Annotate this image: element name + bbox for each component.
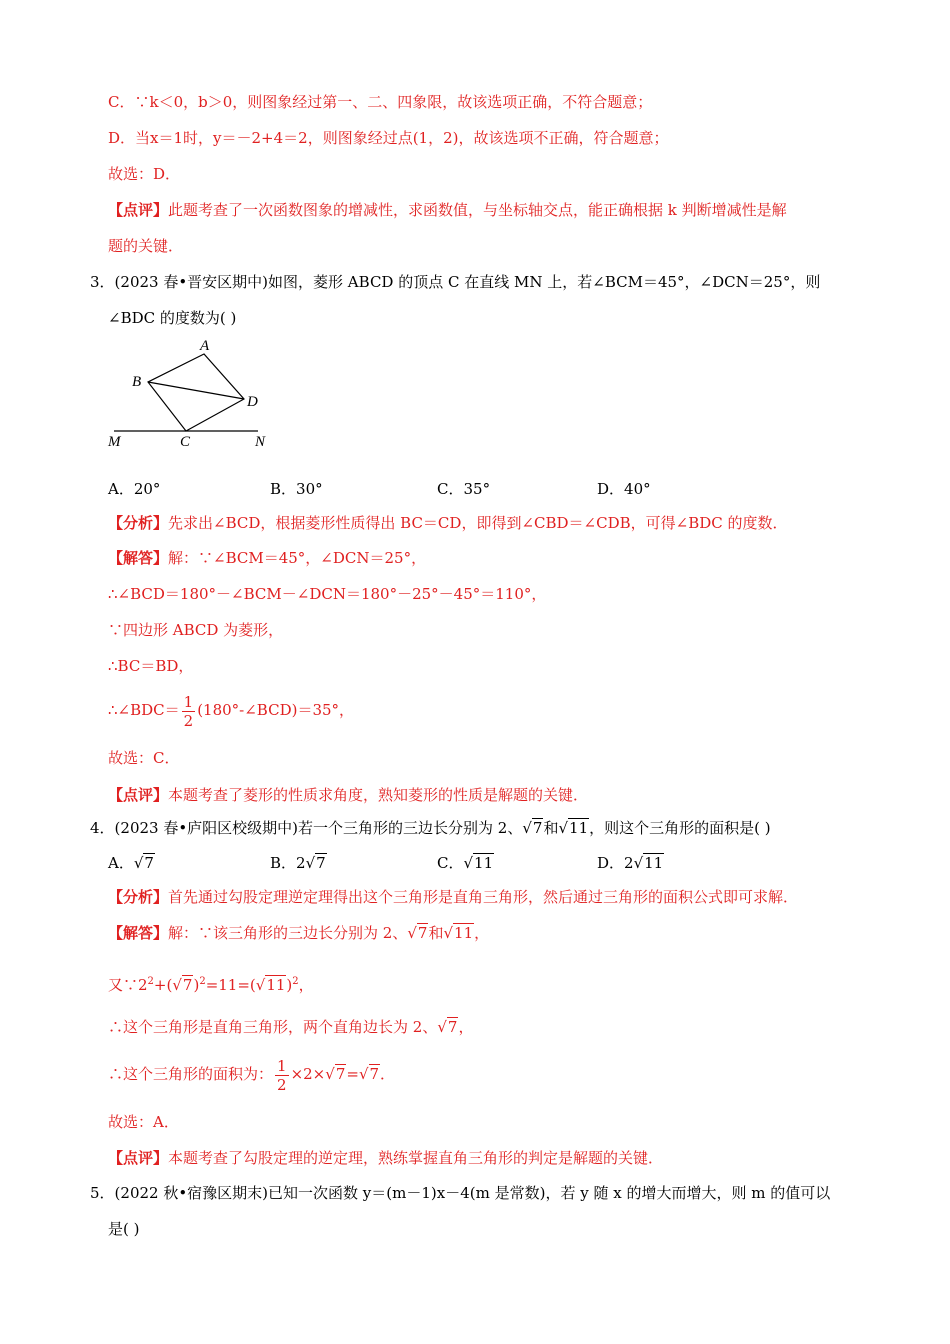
analysis-tag: 【分析】: [108, 888, 169, 906]
diagonal-bd: [148, 382, 244, 399]
q4-option-c: C．√11: [437, 854, 494, 872]
q3-stem: 3．(2023 春•晋安区期中)如图，菱形 ABCD 的顶点 C 在直线 MN 上，若∠BCM＝45°，∠DCN＝25°，则: [90, 273, 821, 291]
option-c-analysis: C．∵k＜0，b＞0，则图象经过第一、二、四象限，故该选项正确，不符合题意；: [108, 93, 653, 111]
q3-analysis: 【分析】先求出∠BCD，根据菱形性质得出 BC＝CD，即得到∠CBD＝∠CDB，可得∠BDC 的度数．: [108, 514, 788, 532]
rhombus-figure: [100, 336, 290, 451]
q5-stem-2: 是( ): [108, 1220, 140, 1238]
fraction-half: $\frac{1}{2}$: [183, 692, 194, 730]
q3-choose: 故选：C．: [108, 749, 180, 767]
q3-comment: 【点评】本题考查了菱形的性质求角度，熟知菱形的性质是解题的关键．: [108, 786, 589, 804]
q4-stem: 4．(2023 春•庐阳区校级期中)若一个三角形的三边长分别为 2、√7和√11，则这个三角形的面积是( ): [90, 819, 771, 837]
label-b: B: [132, 374, 142, 390]
q3-option-d: D．40°: [597, 480, 651, 498]
q4-comment: 【点评】本题考查了勾股定理的逆定理，熟练掌握直角三角形的判定是解题的关键．: [108, 1149, 664, 1167]
q3-answer-2: ∴∠BCD＝180°－∠BCM－∠DCN＝180°－25°－45°＝110°，: [108, 585, 547, 603]
label-n: N: [255, 434, 266, 450]
comment-line-2: 题的关键．: [108, 237, 184, 255]
q4-answer-3: ∴这个三角形是直角三角形，两个直角边长为 2、√7，: [108, 1018, 474, 1036]
q3-stem-2: ∠BDC 的度数为( ): [108, 309, 237, 327]
comment-tag: 【点评】: [108, 1149, 169, 1167]
q4-option-b: B．2√7: [270, 854, 326, 872]
q3-answer-3: ∵四边形 ABCD 为菱形，: [108, 621, 284, 639]
answer-tag: 【解答】: [108, 549, 169, 567]
q5-stem: 5．(2022 秋•宿豫区期末)已知一次函数 y＝(m－1)x－4(m 是常数)，若 y 随 x 的增大而增大，则 m 的值可以: [90, 1184, 831, 1202]
q4-choose: 故选：A．: [108, 1113, 179, 1131]
radical: √7: [522, 819, 543, 837]
q4-answer: 【解答】解：∵该三角形的三边长分别为 2、√7和√11，: [108, 924, 490, 942]
comment-tag: 【点评】: [108, 201, 169, 219]
comment-text: 此题考查了一次函数图象的增减性，求函数值，与坐标轴交点，能正确根据 k 判断增减性是解: [168, 201, 787, 219]
q3-option-c: C．35°: [437, 480, 491, 498]
choose-line: 故选：D．: [108, 165, 181, 183]
q3-answer: 【解答】解：∵∠BCM＝45°，∠DCN＝25°，: [108, 549, 427, 567]
analysis-tag: 【分析】: [108, 514, 169, 532]
q4-answer-2: 又$\because 2^2+(√7)^2=11=(√11)^2$，: [108, 976, 314, 994]
radical: √11: [558, 819, 589, 837]
option-d-analysis: D．当x＝1时，y＝－2+4＝2，则图象经过点(1，2)，故该选项不正确，符合题意；: [108, 129, 669, 147]
q3-answer-5: ∴∠BDC＝ $\frac{1}{2}$ (180°-∠BCD)＝35°，: [108, 692, 355, 730]
label-d: D: [247, 394, 258, 410]
answer-tag: 【解答】: [108, 924, 169, 942]
rhombus-abcd: [148, 354, 244, 431]
label-a: A: [200, 338, 210, 354]
q3-option-b: B．30°: [270, 480, 323, 498]
comment-line: [108, 200, 787, 220]
label-c: C: [180, 434, 191, 450]
label-m: M: [108, 434, 121, 450]
q4-analysis: 【分析】首先通过勾股定理逆定理得出这个三角形是直角三角形，然后通过三角形的面积公式即可求解．: [108, 888, 799, 906]
q4-option-d: D．2√11: [597, 854, 664, 872]
q4-answer-4: ∴这个三角形的面积为： $\frac{1}{2}$ ×2×√7=√7．: [108, 1056, 396, 1094]
comment-tag: 【点评】: [108, 786, 169, 804]
q3-option-a: A．20°: [108, 480, 161, 498]
fraction-half: $\frac{1}{2}$: [277, 1056, 287, 1094]
q3-answer-4: ∴BC＝BD，: [108, 657, 194, 675]
q4-option-a: A．√7: [108, 854, 154, 872]
